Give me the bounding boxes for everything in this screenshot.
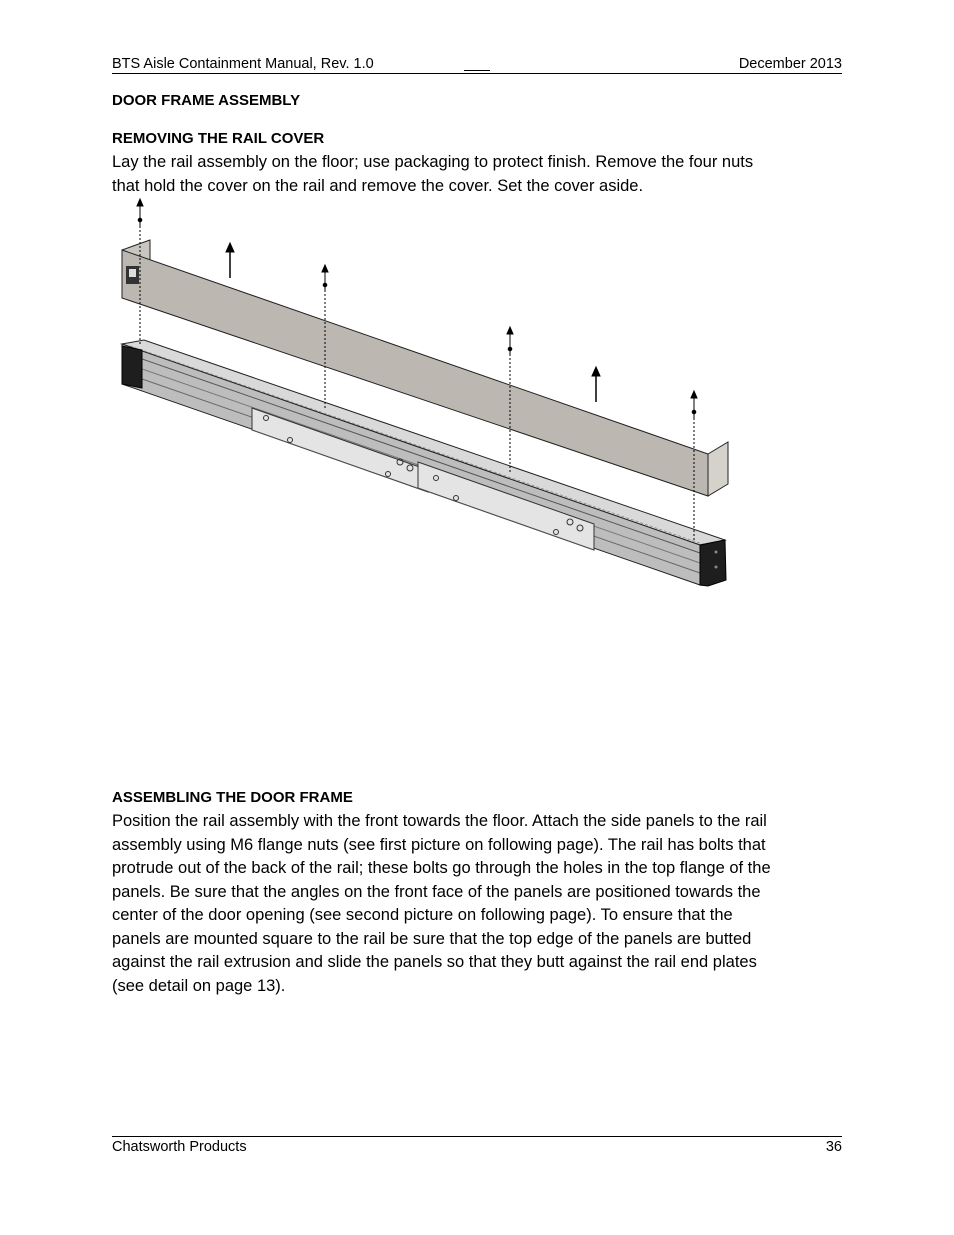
removing-line: Lay the rail assembly on the floor; use packaging to protect finish. Remove the four nuts	[112, 153, 754, 171]
header-mark	[464, 70, 490, 71]
header-title: BTS Aisle Containment Manual, Rev. 1.0	[112, 56, 374, 72]
removing-heading: REMOVING THE RAIL COVER	[112, 130, 325, 147]
assembling-line: (see detail on page 13).	[112, 976, 286, 995]
assembling-line: protrude out of the back of the rail; these bolts go through the holes in the top flange of the	[112, 859, 771, 877]
removing-line: that hold the cover on the rail and remove the cover. Set the cover aside.	[112, 176, 644, 195]
assembling-paragraph	[112, 810, 842, 998]
removing-paragraph	[112, 151, 842, 198]
header-date: December 2013	[738, 56, 842, 72]
assembling-line: Position the rail assembly with the front towards the floor. Attach the side panels to the rail	[112, 812, 767, 830]
footer-company: Chatsworth Products	[112, 1139, 247, 1155]
right-end-plate	[700, 540, 726, 586]
assembling-line: assembly using M6 flange nuts (see first picture on following page). The rail has bolts that	[112, 835, 766, 854]
assembling-line: panels are mounted square to the rail be sure that the top edge of the panels are butted	[112, 929, 752, 948]
header-rule	[112, 73, 842, 74]
rail-cover-illustration	[110, 196, 740, 596]
assembling-line: panels. Be sure that the angles on the front face of the panels are positioned towards the	[112, 882, 761, 901]
assembling-line: against the rail extrusion and slide the panels so that they butt against the rail end plates	[112, 953, 757, 971]
left-end-plate	[122, 346, 142, 388]
assembling-line: center of the door opening (see second picture on following page). To ensure that the	[112, 906, 733, 924]
footer-rule	[112, 1136, 842, 1137]
section-title: DOOR FRAME ASSEMBLY	[112, 92, 301, 109]
assembling-heading: ASSEMBLING THE DOOR FRAME	[112, 789, 353, 806]
page-number: 36	[825, 1139, 842, 1155]
